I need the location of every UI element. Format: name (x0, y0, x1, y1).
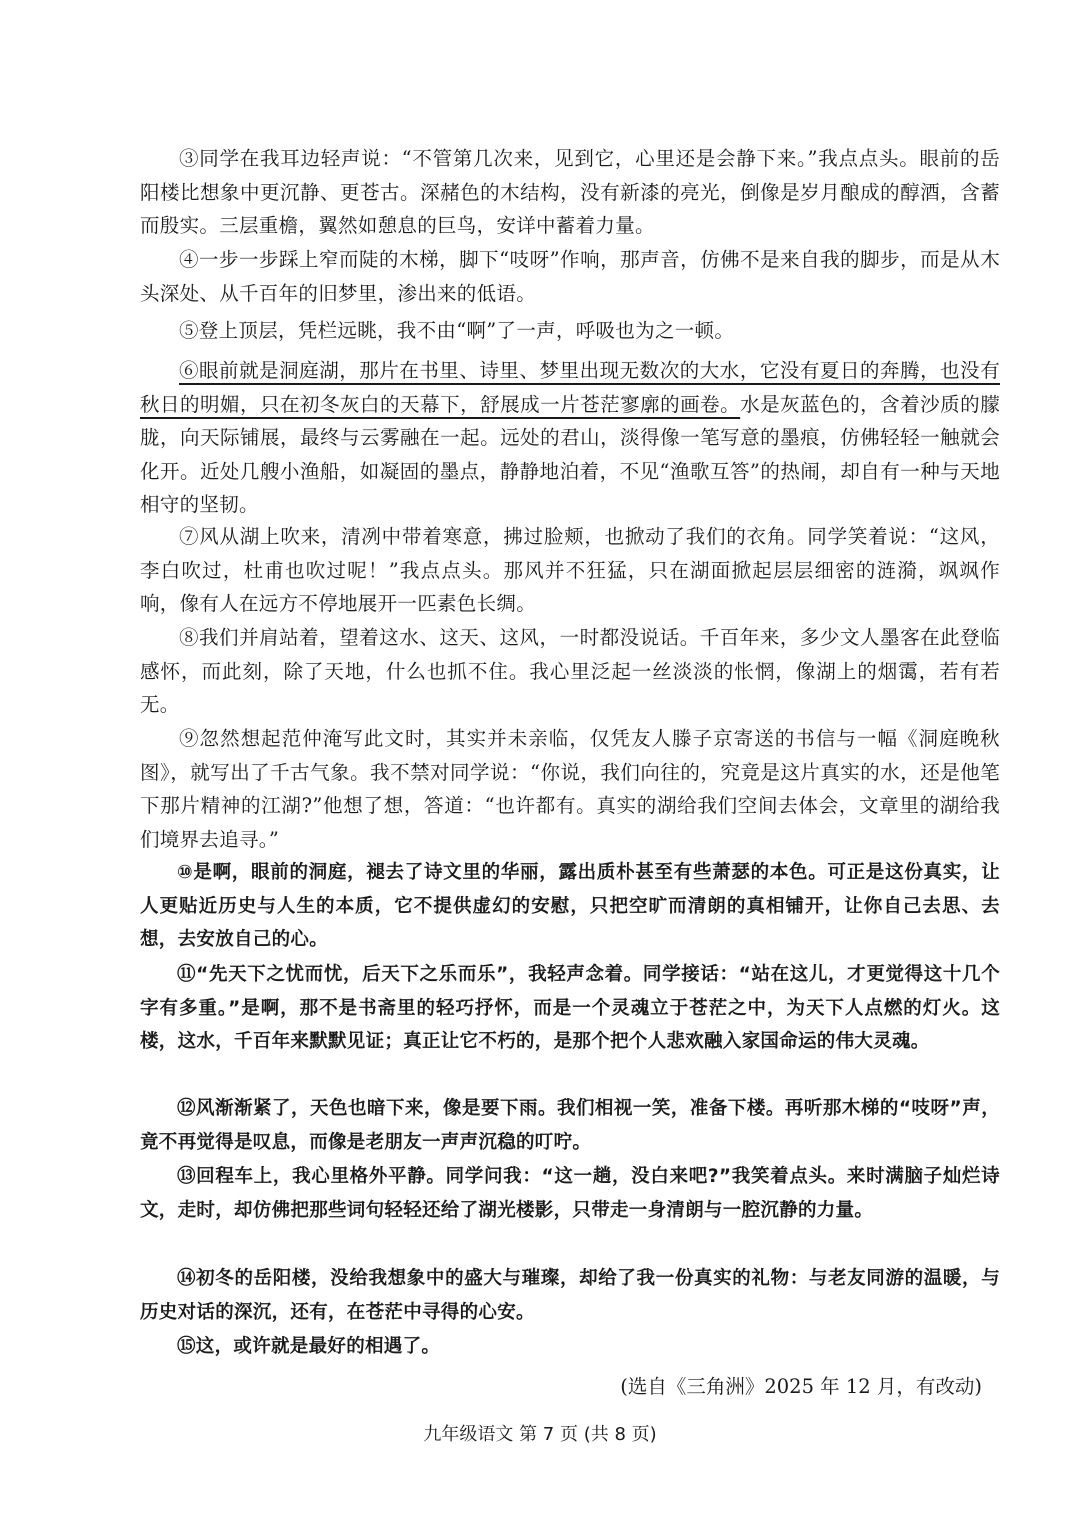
paragraph-13: ⑬回程车上，我心里格外平静。同学问我：“这一趟，没白来吧?”我笑着点头。来时满脑子灿烂诗文，走时，却仿佛把那些词句轻轻还给了湖光楼影，只带走一身清朗与一腔沉静的力量。 (140, 1166, 1000, 1221)
paragraph-7: ⑦风从湖上吹来，清冽中带着寒意，拂过脸颊，也掀动了我们的衣角。同学笑着说：“这风，李白吹过，杜甫也吹过呢！”我点点头。那风并不狂猛，只在湖面掀起层层细密的涟漪，飒飒作响，像有人在远方不停地展开一匹素色长绸。 (140, 525, 1000, 615)
paragraph-15: ⑮这，或许就是最好的相遇了。 (177, 1336, 441, 1357)
paragraph-6-rest: 水是灰蓝色的，含着沙质的朦胧，向天际铺展，最终与云雾融在一起。远处的君山，淡得像一笔写意的墨痕，仿佛轻轻一触就会化开。近处几艘小渔船，如凝固的墨点，静静地泊着，不见“渔歌互答”的热闹，却自有一种与天地相守的坚韧。 (140, 392, 1000, 516)
paragraph-10: ⑩是啊，眼前的洞庭，褪去了诗文里的华丽，露出质朴甚至有些萧瑟的本色。可正是这份真实，让人更贴近历史与人生的本质，它不提供虚幻的安慰，只把空旷而清朗的真相铺开，让你自己去思、去想，去安放自己的心。 (140, 862, 1000, 950)
paragraph-6 (140, 354, 1000, 522)
page-footer: 九年级语文 第 7 页 (共 8 页) (423, 1424, 657, 1445)
paragraph-5: ⑤登上顶层，凭栏远眺，我不由“啊”了一声，呼吸也为之一顿。 (179, 319, 735, 342)
paragraph-8: ⑧我们并肩站着，望着这水、这天、这风，一时都没说话。千百年来，多少文人墨客在此登临感怀，而此刻，除了天地，什么也抓不住。我心里泛起一丝淡淡的怅惘，像湖上的烟霭，若有若无。 (140, 626, 1000, 716)
paragraph-4: ④一步一步踩上窄而陡的木梯，脚下“吱呀”作响，那声音，仿佛不是来自我的脚步，而是从木头深处、从千百年的旧梦里，渗出来的低语。 (140, 248, 1000, 305)
paragraph-12: ⑫风渐渐紧了，天色也暗下来，像是要下雨。我们相视一笑，准备下楼。再听那木梯的“吱呀”声，竟不再觉得是叹息，而像是老朋友一声声沉稳的叮咛。 (140, 1098, 1000, 1153)
underlined-sentence: ⑥眼前就是洞庭湖，那片在书里、诗里、梦里出现无数次的大水，它没有夏日的奔腾，也没有秋日的明媚，只在初冬灰白的天幕下，舒展成一片苍茫寥廓的画卷。 (140, 359, 1000, 416)
paragraph-3: ③同学在我耳边轻声说：“不管第几次来，见到它，心里还是会静下来。”我点点头。眼前的岳阳楼比想象中更沉静、更苍古。深赭色的木结构，没有新漆的亮光，倒像是岁月酿成的醇酒，含蓄而殷实。三层重檐，翼然如憩息的巨鸟，安详中蓄着力量。 (140, 147, 1000, 237)
paragraph-11: ⑪“先天下之忧而忧，后天下之乐而乐”，我轻声念着。同学接话：“站在这儿，才更觉得这十几个字有多重。”是啊，那不是书斋里的轻巧抒怀，而是一个灵魂立于苍茫之中，为天下人点燃的灯火。这楼，这水，千百年来默默见证；真正让它不朽的，是那个把个人悲欢融入家国命运的伟大灵魂。 (140, 964, 1000, 1052)
paragraph-9: ⑨忽然想起范仲淹写此文时，其实并未亲临，仅凭友人滕子京寄送的书信与一幅《洞庭晚秋图》，就写出了千古气象。我不禁对同学说：“你说，我们向往的，究竟是这片真实的水，还是他笔下那片精神的江湖?”他想了想，答道：“也许都有。真实的湖给我们空间去体会，文章里的湖给我们境界去追寻。” (140, 727, 1000, 851)
source-citation: (选自《三角洲》2025 年 12 月，有改动) (620, 1375, 982, 1398)
paragraph-14: ⑭初冬的岳阳楼，没给我想象中的盛大与璀璨，却给了我一份真实的礼物：与老友同游的温暖，与历史对话的深沉，还有，在苍茫中寻得的心安。 (140, 1268, 1000, 1323)
